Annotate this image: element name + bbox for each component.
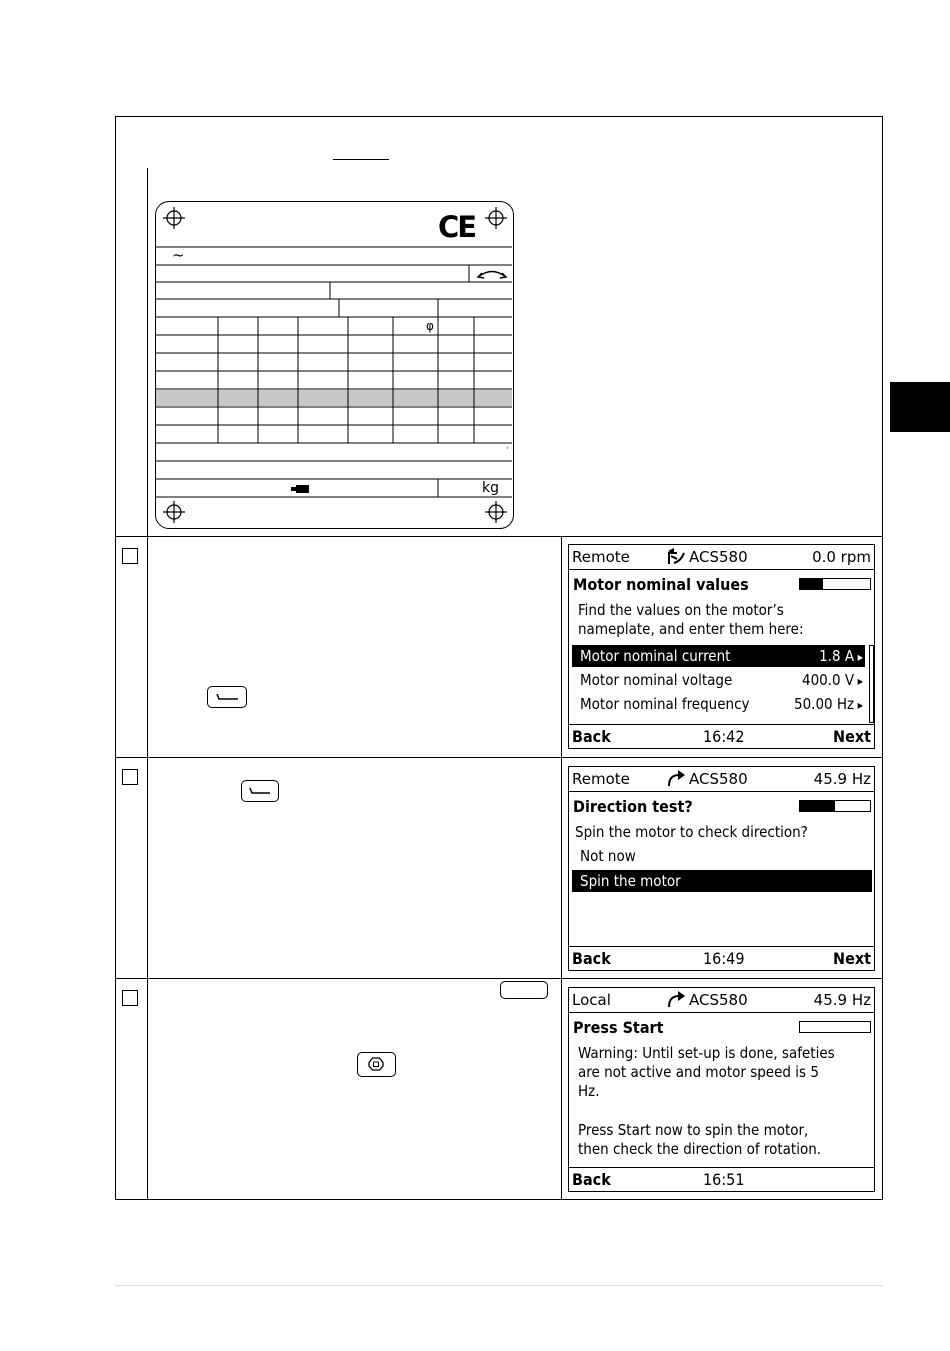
- section-tab: [890, 382, 950, 432]
- back-button[interactable]: Back: [572, 949, 611, 968]
- table-column-divider: [561, 536, 562, 1200]
- nameplate-grid: [156, 202, 512, 527]
- instruction-text: Press Start now to spin the motor, then check the direction of rotation.: [578, 1121, 822, 1158]
- stop-key-icon: [357, 1052, 396, 1077]
- back-button[interactable]: Back: [572, 727, 611, 746]
- device-name: ACS580: [689, 770, 748, 788]
- clock: 16:49: [703, 949, 745, 968]
- screen-title: Motor nominal values: [573, 575, 749, 594]
- softkey-icon: [207, 686, 247, 708]
- status-bar: [569, 988, 874, 1013]
- parameter-value: 1.8 A: [819, 647, 855, 665]
- progress-bar: [799, 800, 871, 812]
- forward-rotation-icon: [665, 990, 687, 1010]
- status-bar: [569, 545, 874, 570]
- start-key-icon: [500, 981, 548, 999]
- softkey-bar: [569, 946, 874, 970]
- dot-mark: ·: [506, 444, 509, 454]
- chevron-right-icon: ▸: [854, 674, 863, 688]
- parameter-row[interactable]: [572, 669, 865, 691]
- device-name: ACS580: [689, 991, 748, 1009]
- next-button[interactable]: Next: [833, 949, 871, 968]
- control-mode: Remote: [572, 548, 630, 566]
- speed-reading: 0.0 rpm: [812, 548, 871, 566]
- phi-symbol: φ: [426, 319, 434, 333]
- progress-fill: [800, 801, 835, 811]
- chevron-right-icon: ▸: [854, 698, 863, 712]
- softkey-icon: [241, 780, 279, 802]
- next-button[interactable]: Next: [833, 727, 871, 746]
- clock: 16:42: [703, 727, 745, 746]
- frequency-reading: 45.9 Hz: [813, 770, 871, 788]
- ce-mark: CE: [438, 210, 476, 244]
- frequency-reading: 45.9 Hz: [813, 991, 871, 1009]
- control-mode: Remote: [572, 770, 630, 788]
- table-row-divider: [115, 536, 883, 537]
- control-panel-display: [568, 766, 875, 971]
- screen-description: Find the values on the motor’s nameplate, and enter them here:: [578, 601, 804, 638]
- reverse-rotation-icon: [665, 547, 687, 567]
- parameter-label: Motor nominal current: [580, 647, 731, 665]
- table-row-divider: [115, 757, 883, 758]
- screen-title: Direction test?: [573, 797, 693, 816]
- device-name: ACS580: [689, 548, 748, 566]
- option-label: Not now: [580, 847, 636, 865]
- parameter-label: Motor nominal voltage: [580, 671, 733, 689]
- clock: 16:51: [703, 1170, 745, 1189]
- option-item[interactable]: [572, 845, 872, 867]
- underline-mark: [333, 159, 389, 160]
- weight-unit: kg: [482, 480, 499, 496]
- scrollbar[interactable]: [869, 645, 874, 723]
- motor-nameplate: [155, 201, 514, 529]
- step-checkbox[interactable]: [122, 548, 138, 564]
- bearing-icon: [291, 485, 309, 493]
- back-button[interactable]: Back: [572, 1170, 611, 1189]
- softkey-bar: [569, 1167, 874, 1191]
- parameter-value: 400.0 V: [802, 671, 855, 689]
- option-item[interactable]: [572, 870, 872, 892]
- progress-bar: [799, 1021, 871, 1033]
- table-column-divider: [147, 168, 148, 1200]
- crosshair-icon: [163, 207, 507, 523]
- warning-text: Warning: Until set-up is done, safeties are not active and motor speed is 5 Hz.: [578, 1044, 835, 1100]
- ac-symbol: ~: [172, 246, 185, 264]
- status-bar: [569, 767, 874, 792]
- progress-bar: [799, 578, 871, 590]
- screen-title: Press Start: [573, 1018, 664, 1037]
- table-row-divider: [115, 978, 883, 979]
- control-panel-display: [568, 987, 875, 1192]
- control-mode: Local: [572, 991, 611, 1009]
- progress-fill: [800, 579, 823, 589]
- footer-rule: [115, 1285, 883, 1286]
- control-panel-display: [568, 544, 875, 749]
- parameter-row[interactable]: [572, 693, 865, 715]
- chevron-right-icon: ▸: [854, 650, 863, 664]
- step-checkbox[interactable]: [122, 769, 138, 785]
- parameter-value: 50.00 Hz: [794, 695, 855, 713]
- parameter-row[interactable]: [572, 645, 865, 667]
- softkey-bar: [569, 724, 874, 748]
- step-checkbox[interactable]: [122, 990, 138, 1006]
- option-label: Spin the motor: [580, 872, 681, 890]
- screen-question: Spin the motor to check direction?: [575, 823, 808, 841]
- rotation-arrow-icon: [478, 272, 506, 279]
- parameter-label: Motor nominal frequency: [580, 695, 750, 713]
- forward-rotation-icon: [665, 769, 687, 789]
